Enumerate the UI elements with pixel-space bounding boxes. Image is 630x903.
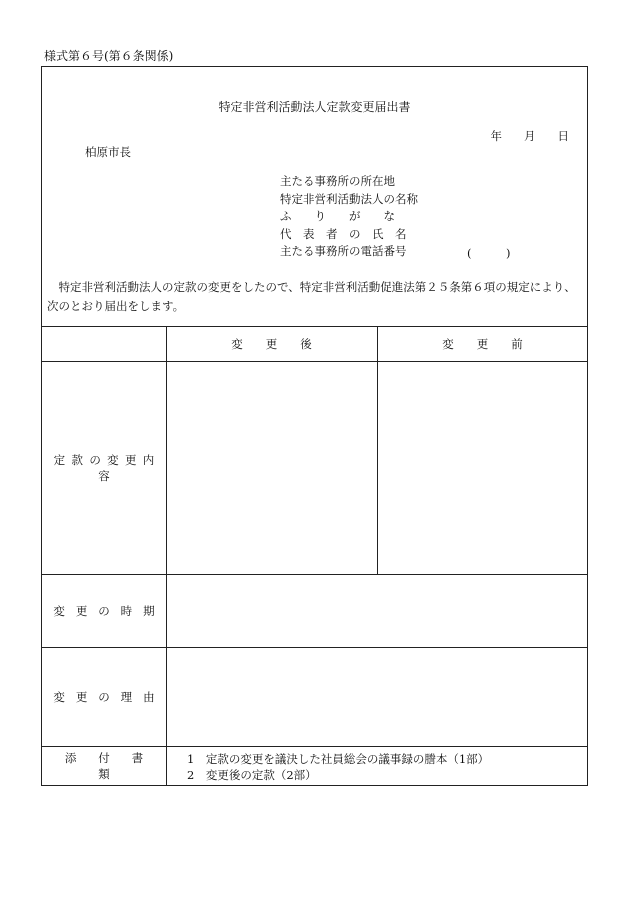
attachment-item: 1 定款の変更を議決した社員総会の議事録の謄本（1部） [187,752,490,766]
row-label-reason: 変更の理由 [53,689,166,704]
addressee: 柏原市長 [85,145,131,159]
form-frame [41,66,588,786]
form-number-label: 様式第６号(第６条関係) [44,49,174,63]
date-month: 月 [524,129,536,143]
content-after-field[interactable] [167,362,376,573]
date-year: 年 [490,129,502,143]
statement-line-2: 次のとおり届出をします。 [47,299,185,313]
row-label-timing: 変更の時期 [53,603,166,618]
attachments-list [187,751,489,783]
filer-name-label: 特定非営利活動法人の名称 [280,191,418,206]
filer-address-label: 主たる事務所の所在地 [280,174,395,188]
notification-statement [47,278,579,316]
document-title: 特定非営利活動法人定款変更届出書 [218,100,411,114]
attachments-row-label-cell [42,746,166,786]
timing-field[interactable] [167,575,588,646]
header-after-cell [166,326,377,361]
statement-line-1: 特定非営利活動法人の定款の変更をしたので、特定非営利活動促進法第２５条第６項の規定により、 [47,280,576,294]
timing-row-label-cell [42,574,166,647]
filer-furigana-label: ふ り が な [280,209,395,223]
attachment-item: 2 変更後の定款（2部） [187,768,317,782]
filer-block [280,173,418,261]
filer-representative-label: 代 表 者 の 氏 名 [280,226,407,241]
date-line [469,128,570,144]
reason-field[interactable] [167,648,588,745]
content-before-field[interactable] [378,362,588,573]
content-row-label-cell [42,361,166,574]
header-after: 変 更 後 [231,336,312,351]
phone-number-field: ( ) [467,246,511,260]
filer-phone-label: 主たる事務所の電話番号 [280,244,407,258]
date-day: 日 [557,129,569,143]
row-label-attachments: 添付書類 [64,751,165,781]
reason-row-label-cell [42,647,166,746]
row-label-content: 定款の変更内容 [53,452,161,483]
header-before: 変 更 前 [442,336,523,351]
header-before-cell [377,326,588,361]
